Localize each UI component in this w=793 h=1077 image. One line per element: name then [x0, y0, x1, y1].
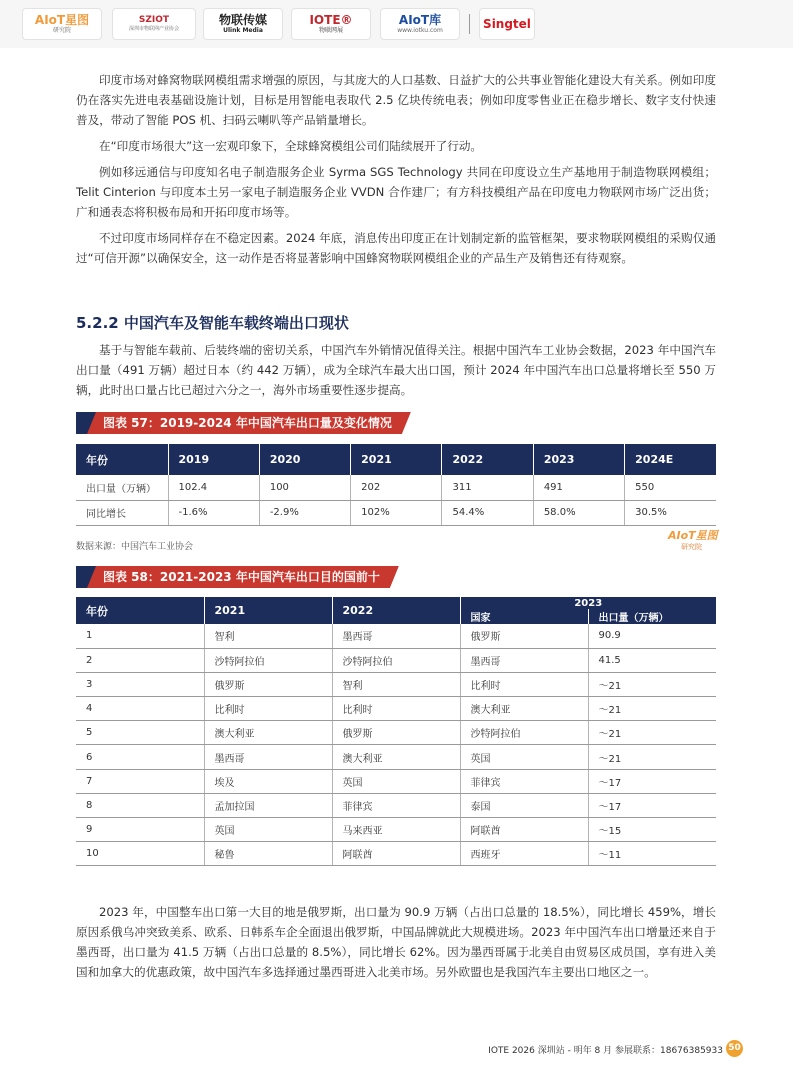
table-cell: 马来西亚 [332, 818, 460, 842]
table-cell: 4 [76, 697, 204, 721]
column-header: 2020 [259, 444, 350, 475]
paragraph: 在“印度市场很大”这一宏观印象下，全球蜂窝模组公司们陆续展开了行动。 [99, 139, 483, 153]
figure-57-title: 图表 57：2019-2024 年中国汽车出口量及变化情况 [76, 412, 402, 434]
column-header: 年份 [76, 444, 168, 475]
table-cell: 秘鲁 [204, 842, 332, 866]
closing-text-block [76, 902, 716, 982]
table-cell: 58.0% [533, 500, 624, 525]
singtel-logo [479, 8, 535, 40]
table-cell: ～21 [588, 745, 716, 769]
table-row [76, 500, 716, 525]
column-header: 2023 [460, 597, 716, 609]
table-cell: 菲律宾 [460, 769, 588, 793]
table-cell: 英国 [204, 818, 332, 842]
column-subheader: 出口量（万辆） [588, 609, 716, 624]
table-row [76, 475, 716, 500]
table-cell: 孟加拉国 [204, 793, 332, 817]
table-cell: 菲律宾 [332, 793, 460, 817]
data-source-note: 数据来源：中国汽车工业协会 [76, 542, 194, 552]
logo-sub-text: 深圳市物联网产业协会 [128, 26, 179, 32]
logo-sub-text: 物联网展 [318, 27, 343, 34]
table-cell: 54.4% [442, 500, 533, 525]
table-row [76, 721, 716, 745]
table-cell: 西班牙 [460, 842, 588, 866]
table-cell: 墨西哥 [332, 624, 460, 648]
table-cell: 阿联酋 [332, 842, 460, 866]
table-row [76, 818, 716, 842]
table-cell: 墨西哥 [460, 648, 588, 672]
paragraph: 基于与智能车载前、后装终端的密切关系，中国汽车外销情况值得关注。根据中国汽车工业协会数据，2023 年中国汽车出口量（491 万辆）超过日本（约 442 万辆），成为全球汽车最大出口国，预计 2024 年中国汽车出口总量将增长至 550 万辆，此时出口量占比已超过六分之一，海外市场重要性逐步提高。 [76, 343, 716, 397]
table-row [76, 648, 716, 672]
paragraph: 例如移远通信与印度知名电子制造服务企业 Syrma SGS Technology 共同在印度设立生产基地用于制造物联网模组；Telit Cinterion 与印度本土另一家电子制造服务企业 VVDN 合作建厂；有方科技模组产品在印度电力物联网市场广泛出货；广和通表态将积极布局和开拓印度市场等。 [76, 165, 716, 219]
table-cell: 沙特阿拉伯 [460, 721, 588, 745]
table-cell: 9 [76, 818, 204, 842]
table-cell: 英国 [332, 769, 460, 793]
column-header: 年份 [76, 597, 204, 624]
table-cell: 7 [76, 769, 204, 793]
table-cell: 比利时 [460, 672, 588, 696]
table-cell: 100 [259, 475, 350, 500]
footer-text: IOTE 2026 深圳站 - 明年 8 月 参展联系：18676385933 [488, 1046, 723, 1056]
table-cell: 俄罗斯 [332, 721, 460, 745]
column-subheader: 国家 [460, 609, 588, 624]
table-cell: 3 [76, 672, 204, 696]
ulink-media-logo [203, 8, 283, 40]
figure-58-title: 图表 58：2021-2023 年中国汽车出口目的国前十 [76, 566, 390, 588]
table-cell: ～21 [588, 697, 716, 721]
table-cell: 墨西哥 [204, 745, 332, 769]
table-cell: 102% [351, 500, 442, 525]
table-cell: 智利 [332, 672, 460, 696]
table-cell: 澳大利亚 [204, 721, 332, 745]
table-cell: ～21 [588, 672, 716, 696]
export-destinations-table [76, 597, 716, 866]
table-cell: 6 [76, 745, 204, 769]
column-header: 2021 [351, 444, 442, 475]
export-volume-table [76, 444, 716, 526]
table-cell: 41.5 [588, 648, 716, 672]
header-logo-bar [0, 0, 793, 48]
table-cell: 沙特阿拉伯 [332, 648, 460, 672]
table-cell: 比利时 [204, 697, 332, 721]
table-row [76, 672, 716, 696]
table-cell: 491 [533, 475, 624, 500]
table-cell: 智利 [204, 624, 332, 648]
logo-main-text: 物联传媒 [218, 13, 267, 27]
table-row [76, 624, 716, 648]
table-cell: 同比增长 [76, 500, 168, 525]
brand-sub-text: 研究院 [681, 543, 702, 551]
logo-sub-text: Ulink Media [223, 27, 263, 34]
table-cell: 30.5% [625, 500, 716, 525]
table-cell: ～17 [588, 769, 716, 793]
table-cell: 5 [76, 721, 204, 745]
table-cell: 埃及 [204, 769, 332, 793]
intro-text-block [76, 70, 716, 268]
table-cell: 202 [351, 475, 442, 500]
table-header-row [76, 597, 716, 609]
table-row [76, 793, 716, 817]
table-cell: 俄罗斯 [460, 624, 588, 648]
paragraph: 不过印度市场同样存在不稳定因素。2024 年底，消息传出印度正在计划制定新的监管框架，要求物联网模组的采购仅通过“可信开源”以确保安全，这一动作是否将显著影响中国蜂窝物联网模组企业的产品生产及销售还有待观察。 [76, 231, 716, 265]
table-cell: 102.4 [168, 475, 259, 500]
aiot-brand-mark [668, 530, 718, 553]
table-cell: 2 [76, 648, 204, 672]
table-cell: 澳大利亚 [332, 745, 460, 769]
column-header: 2019 [168, 444, 259, 475]
table-cell: 俄罗斯 [204, 672, 332, 696]
column-header: 2023 [533, 444, 624, 475]
logo-main-text: SZIOT [138, 15, 170, 25]
table-cell: ～11 [588, 842, 716, 866]
logo-main-text: AIoT星图 [34, 13, 90, 27]
table-cell: 泰国 [460, 793, 588, 817]
column-header: 2024E [625, 444, 716, 475]
logo-divider [469, 14, 470, 34]
table-cell: 阿联酋 [460, 818, 588, 842]
logo-main-text: Singtel [483, 17, 531, 31]
logo-main-text: AIoT库 [398, 13, 442, 27]
table-body [76, 624, 716, 866]
table-cell: 出口量（万辆） [76, 475, 168, 500]
table-row [76, 769, 716, 793]
table-cell: ～17 [588, 793, 716, 817]
table-cell: 550 [625, 475, 716, 500]
page-number: 50 [726, 1040, 743, 1057]
table-cell: 311 [442, 475, 533, 500]
column-header: 2021 [204, 597, 332, 624]
logo-sub-text: www.iotku.com [397, 27, 443, 34]
aiot-xingtu-logo [22, 8, 102, 40]
table-cell: 90.9 [588, 624, 716, 648]
table-cell: -1.6% [168, 500, 259, 525]
iote-logo [291, 8, 371, 40]
sziot-logo [112, 8, 196, 40]
column-header: 2022 [442, 444, 533, 475]
table-row [76, 745, 716, 769]
section-title: 5.2.2 中国汽车及智能车载终端出口现状 [76, 314, 349, 332]
table-cell: -2.9% [259, 500, 350, 525]
paragraph: 2023 年，中国整车出口第一大目的地是俄罗斯，出口量为 90.9 万辆（占出口总量的 18.5%），同比增长 459%，增长原因系俄乌冲突致美系、欧系、日韩系车企全面退出俄罗斯，中国品牌就此大规模进场。2023 年中国汽车出口增量还来自于墨西哥，出口量为 41.5 万辆（占出口总量的 8.5%），同比增长 62%。因为墨西哥属于北美自由贸易区成员国，享有进入美国和加拿大的优惠政策，故中国汽车多选择通过墨西哥进入北美市场。另外欧盟也是我国汽车主要出口地区之一。 [76, 905, 716, 979]
table-cell: 1 [76, 624, 204, 648]
paragraph: 印度市场对蜂窝物联网模组需求增强的原因，与其庞大的人口基数、日益扩大的公共事业智能化建设大有关系。例如印度仍在落实先进电表基础设施计划，目标是用智能电表取代 2.5 亿块传统电表；例如印度零售业正在稳步增长、数字支付快速普及，带动了智能 POS 机、扫码云喇叭等产品销量增长。 [76, 73, 716, 127]
logo-main-text: IOTE® [309, 13, 353, 27]
table-cell: 沙特阿拉伯 [204, 648, 332, 672]
table-row [76, 697, 716, 721]
table-cell: ～21 [588, 721, 716, 745]
column-header: 2022 [332, 597, 460, 624]
brand-main-text: AIoT星图 [668, 529, 718, 542]
section-text-block [76, 340, 716, 400]
table-cell: 澳大利亚 [460, 697, 588, 721]
table-cell: 8 [76, 793, 204, 817]
table-cell: 10 [76, 842, 204, 866]
table-cell: ～15 [588, 818, 716, 842]
table-row [76, 842, 716, 866]
table-cell: 比利时 [332, 697, 460, 721]
table-header-row [76, 444, 716, 475]
logo-sub-text: 研究院 [52, 27, 71, 34]
table-cell: 英国 [460, 745, 588, 769]
aiotku-logo [380, 8, 460, 40]
